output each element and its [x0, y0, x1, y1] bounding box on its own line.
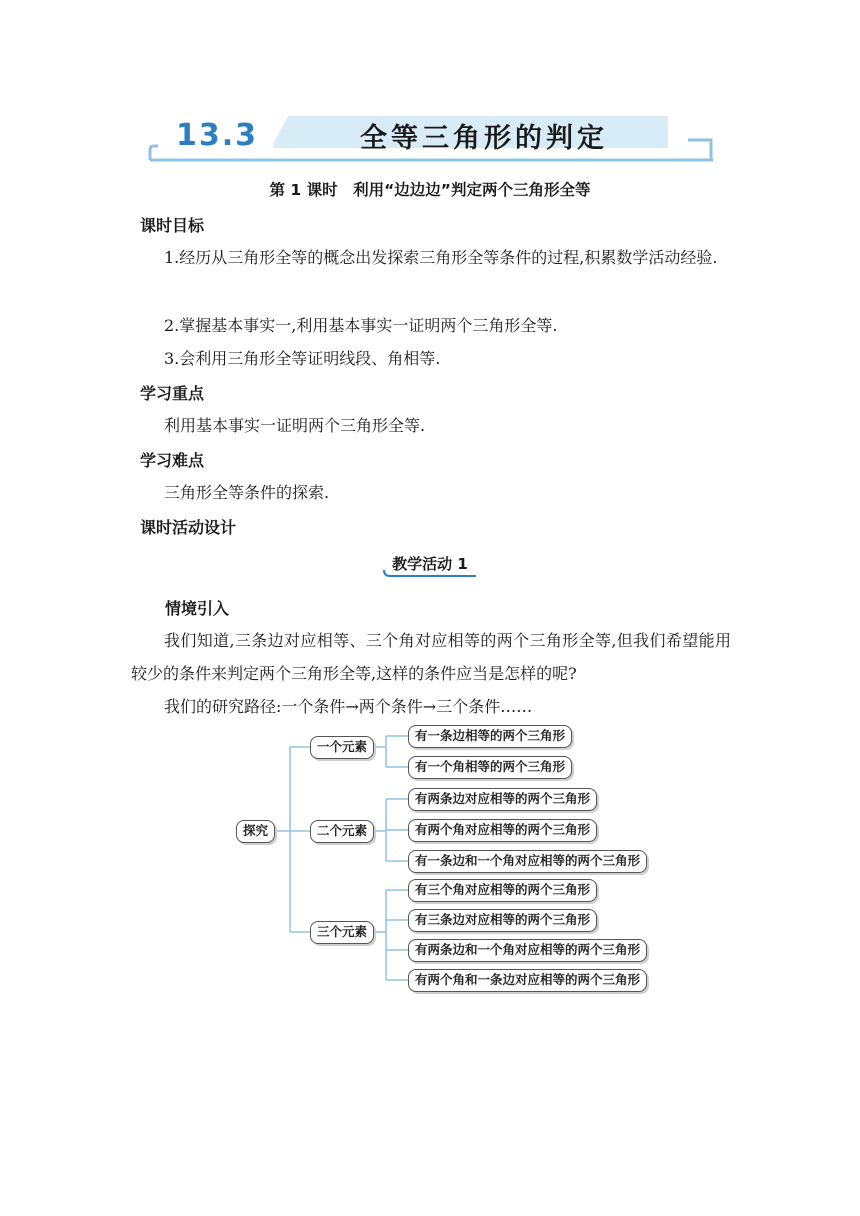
goal-1: 1.经历从三角形全等的概念出发探索三角形全等条件的过程,积累数学活动经验. — [164, 248, 718, 267]
chapter-title: 全等三角形的判定 — [360, 123, 608, 154]
activity-title: 教学活动 1 — [392, 555, 468, 573]
chapter-banner — [148, 112, 713, 162]
goal-3: 3.会利用三角形全等证明线段、角相等. — [164, 349, 441, 368]
leaf-item: 有两条边和一个角对应相等的两个三角形 — [408, 939, 647, 962]
lesson-title: 第 1 课时 利用“边边边”判定两个三角形全等 — [269, 181, 591, 199]
focus-text: 利用基本事实一证明两个三角形全等. — [164, 416, 426, 435]
activity-underline — [382, 568, 478, 580]
leaf-item: 有三个角对应相等的两个三角形 — [408, 879, 597, 902]
leaf-item: 有三条边对应相等的两个三角形 — [408, 909, 597, 932]
goals-heading: 课时目标 — [140, 216, 205, 235]
leaf-item: 有两条边对应相等的两个三角形 — [408, 788, 597, 811]
difficulty-text: 三角形全等条件的探索. — [164, 483, 330, 502]
group-one-element: 一个元素 — [310, 736, 374, 759]
intro-paragraph: 我们知道,三条边对应相等、三个角对应相等的两个三角形全等,但我们希望能用较少的条件来判定两个三角形全等,这样的条件应当是怎样的呢? — [131, 631, 731, 683]
design-heading: 课时活动设计 — [140, 518, 237, 537]
leaf-item: 有一条边相等的两个三角形 — [408, 725, 572, 748]
leaf-item: 有两个角和一条边对应相等的两个三角形 — [408, 969, 647, 992]
goal-2: 2.掌握基本事实一,利用基本事实一证明两个三角形全等. — [164, 316, 558, 335]
group-two-elements: 二个元素 — [310, 820, 374, 843]
leaf-item: 有一条边和一个角对应相等的两个三角形 — [408, 850, 647, 873]
difficulty-heading: 学习难点 — [140, 451, 205, 470]
group-three-elements: 三个元素 — [310, 921, 374, 944]
intro-heading: 情境引入 — [165, 599, 230, 618]
diagram-root: 探究 — [236, 820, 275, 843]
focus-heading: 学习重点 — [140, 384, 205, 403]
leaf-item: 有一个角相等的两个三角形 — [408, 756, 572, 779]
section-number: 13.3 — [176, 118, 259, 153]
research-path: 我们的研究路径:一个条件→两个条件→三个条件…… — [164, 697, 533, 716]
leaf-item: 有两个角对应相等的两个三角形 — [408, 819, 597, 842]
